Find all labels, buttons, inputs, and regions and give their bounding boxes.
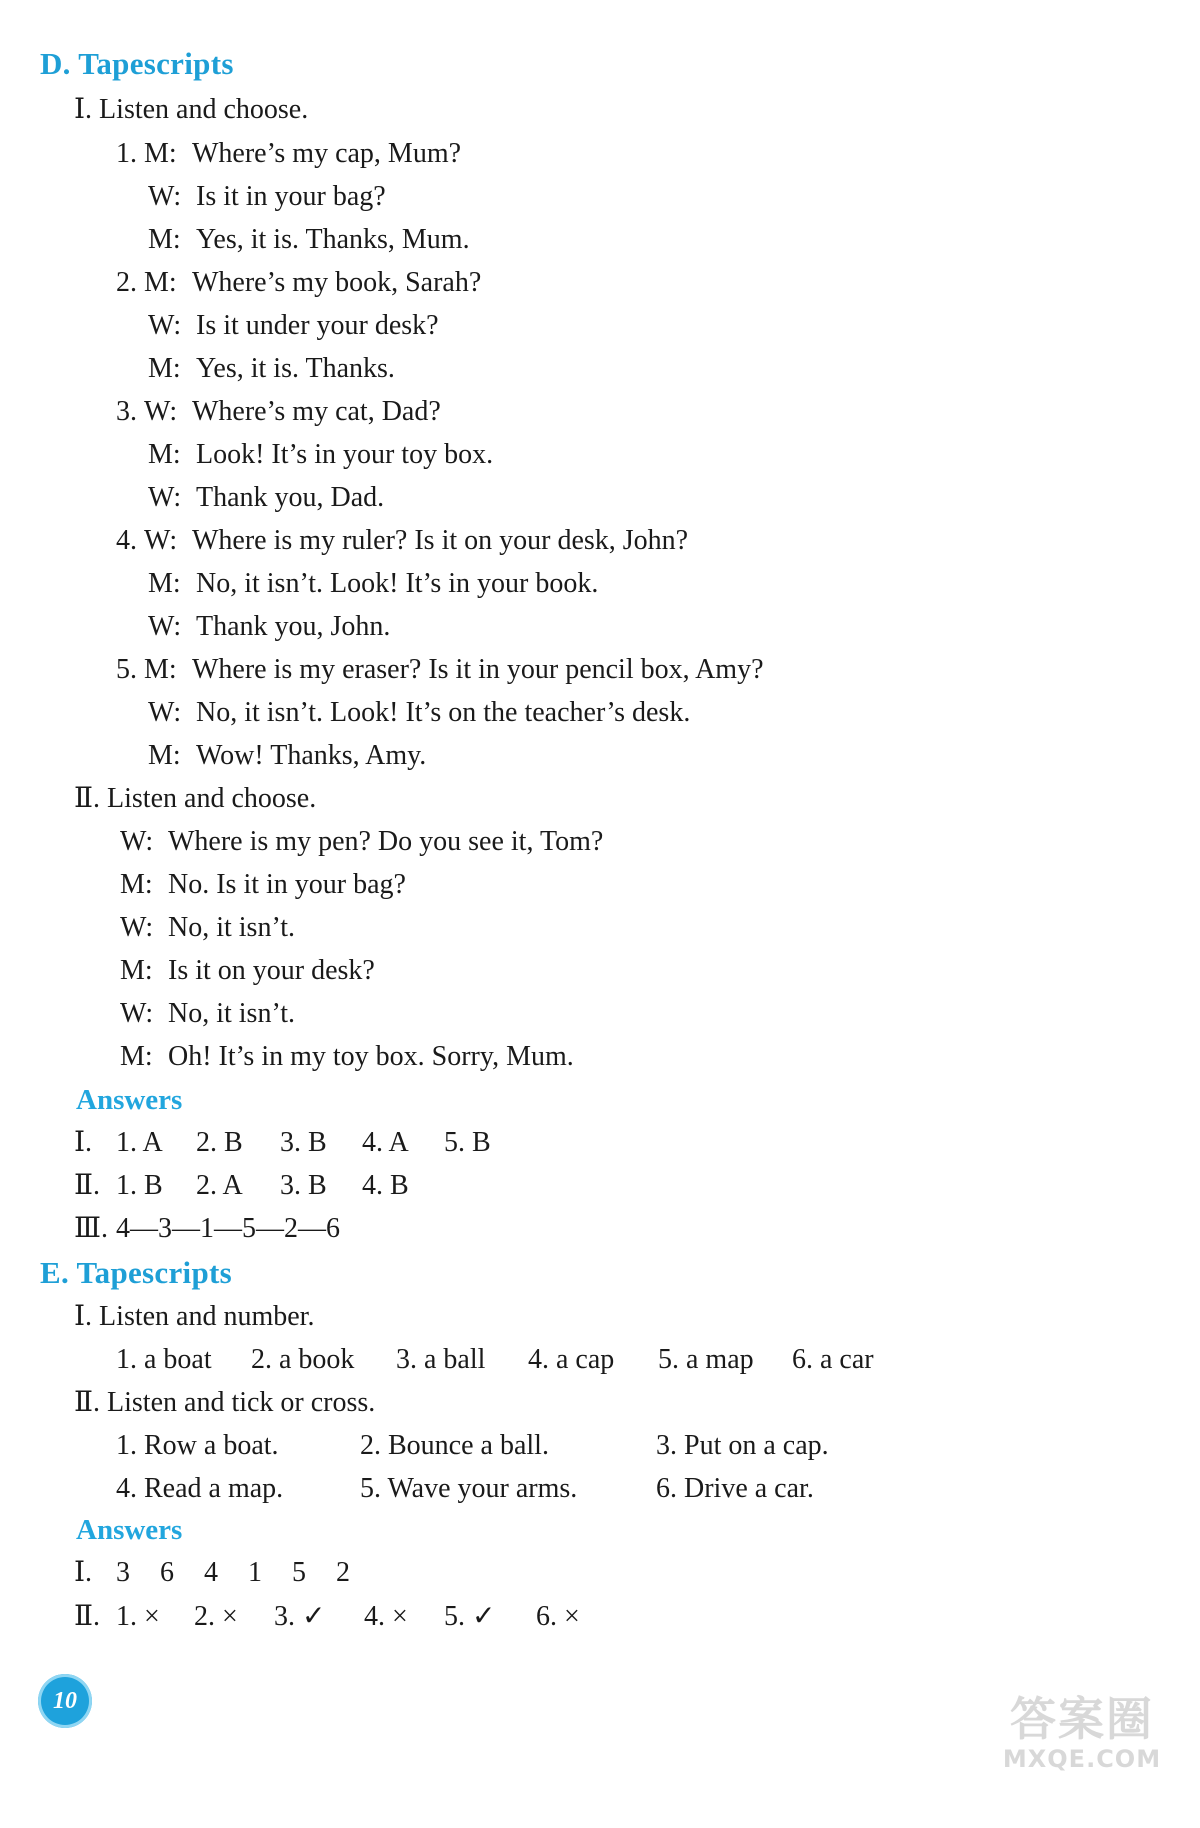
answer-item: 3. B xyxy=(280,1170,327,1201)
speech: No, it isn’t. xyxy=(168,912,296,943)
answer-item: 4. × xyxy=(364,1601,408,1632)
answer-roman: Ⅰ. xyxy=(74,1557,93,1588)
d2-line1 xyxy=(116,269,481,297)
speech: Yes, it is. Thanks, Mum. xyxy=(196,224,470,255)
d-answers-row3 xyxy=(74,1215,674,1247)
speaker: W: xyxy=(148,310,182,341)
d-part2-line5 xyxy=(120,1000,295,1028)
answer-roman: Ⅲ. xyxy=(74,1213,109,1244)
answer-item: 4—3—1—5—2—6 xyxy=(116,1213,340,1244)
answer-item: 6 xyxy=(160,1557,174,1588)
watermark-glyphs: 答案圈 xyxy=(1010,1692,1154,1746)
section-e-title: E. Tapescripts xyxy=(40,1255,232,1290)
e-part2-row1 xyxy=(116,1432,916,1464)
speaker: W: xyxy=(148,611,182,642)
phrase-item: 5. Wave your arms. xyxy=(360,1473,578,1504)
d2-line2 xyxy=(148,312,439,340)
answer-roman: Ⅱ. xyxy=(74,1170,101,1201)
speech: Yes, it is. Thanks. xyxy=(196,353,395,384)
d-part2-line2 xyxy=(120,871,406,899)
d-answers-row2 xyxy=(74,1172,674,1204)
e-part1-label: Ⅰ. Listen and number. xyxy=(74,1301,315,1332)
d3-line3 xyxy=(148,484,384,512)
d-answers-row1 xyxy=(74,1129,674,1161)
speaker: W: xyxy=(120,826,154,857)
word-item: 4. a cap xyxy=(528,1344,615,1375)
answer-item: 3. ✓ xyxy=(274,1601,326,1632)
answer-item: 6. × xyxy=(536,1601,580,1632)
e-part2-row2 xyxy=(116,1475,916,1507)
page-number-badge xyxy=(38,1674,92,1728)
speech: Wow! Thanks, Amy. xyxy=(196,740,427,771)
d1-line1 xyxy=(116,140,461,168)
speaker: W: xyxy=(120,998,154,1029)
phrase-item: 3. Put on a cap. xyxy=(656,1430,829,1461)
speech: Look! It’s in your toy box. xyxy=(196,439,494,470)
d-answers-title: Answers xyxy=(76,1084,183,1116)
phrase-item: 1. Row a boat. xyxy=(116,1430,279,1461)
speaker: W: xyxy=(148,482,182,513)
phrase-item: 4. Read a map. xyxy=(116,1473,284,1504)
e-answers-row2 xyxy=(74,1603,774,1635)
answer-item: 5 xyxy=(292,1557,306,1588)
speech: Is it under your desk? xyxy=(196,310,439,341)
watermark-domain: MXQE.COM xyxy=(1002,1745,1162,1773)
section-d-title: D. Tapescripts xyxy=(40,46,234,81)
d5-line2 xyxy=(148,699,690,727)
speaker: M: xyxy=(120,1041,153,1072)
speech: Is it on your desk? xyxy=(168,955,375,986)
d5-line1 xyxy=(116,656,764,684)
speaker: M: xyxy=(148,353,181,384)
speaker: W: xyxy=(120,912,154,943)
speech: Where’s my book, Sarah? xyxy=(192,267,482,298)
watermark-logo xyxy=(982,1692,1182,1782)
speech: No, it isn’t. Look! It’s on the teacher’s desk. xyxy=(196,697,691,728)
dialogue-number: 2. xyxy=(116,267,137,298)
answer-item: 1 xyxy=(248,1557,262,1588)
word-item: 2. a book xyxy=(251,1344,355,1375)
speech: No, it isn’t. xyxy=(168,998,296,1029)
e-answers-row1 xyxy=(74,1559,674,1591)
phrase-item: 6. Drive a car. xyxy=(656,1473,814,1504)
answer-item: 1. A xyxy=(116,1127,163,1158)
speech: Thank you, Dad. xyxy=(196,482,385,513)
answer-item: 2 xyxy=(336,1557,350,1588)
d3-line1 xyxy=(116,398,441,426)
word-item: 3. a ball xyxy=(396,1344,486,1375)
e-answers-title: Answers xyxy=(76,1514,183,1546)
speaker: M: xyxy=(148,568,181,599)
answer-item: 5. B xyxy=(444,1127,491,1158)
answer-item: 4 xyxy=(204,1557,218,1588)
speaker: M: xyxy=(120,869,153,900)
d4-line2 xyxy=(148,570,598,598)
speech: Where is my pen? Do you see it, Tom? xyxy=(168,826,604,857)
word-item: 5. a map xyxy=(658,1344,754,1375)
answer-item: 2. B xyxy=(196,1127,243,1158)
dialogue-number: 1. xyxy=(116,138,137,169)
dialogue-number: 3. xyxy=(116,396,137,427)
d1-line3 xyxy=(148,226,470,254)
e-part2-label: Ⅱ. Listen and tick or cross. xyxy=(74,1387,376,1418)
d1-line2 xyxy=(148,183,386,211)
answer-item: 2. A xyxy=(196,1170,243,1201)
d-part2-line6 xyxy=(120,1043,574,1071)
speaker: W: xyxy=(144,396,178,427)
d5-line3 xyxy=(148,742,426,770)
d-part2-line1 xyxy=(120,828,603,856)
page-number: 10 xyxy=(53,1687,77,1714)
speech: Thank you, John. xyxy=(196,611,391,642)
speaker: M: xyxy=(148,439,181,470)
speaker: M: xyxy=(144,654,177,685)
d-part2-line4 xyxy=(120,957,375,985)
answer-item: 5. ✓ xyxy=(444,1601,496,1632)
answer-roman: Ⅱ. xyxy=(74,1601,101,1632)
speaker: W: xyxy=(148,181,182,212)
answer-item: 4. A xyxy=(362,1127,409,1158)
speech: Where’s my cap, Mum? xyxy=(192,138,462,169)
speaker: W: xyxy=(148,697,182,728)
word-item: 1. a boat xyxy=(116,1344,212,1375)
answer-item: 3. B xyxy=(280,1127,327,1158)
speech: Where’s my cat, Dad? xyxy=(192,396,441,427)
e-part1-items xyxy=(116,1346,916,1378)
answer-item: 1. × xyxy=(116,1601,160,1632)
d2-line3 xyxy=(148,355,395,383)
speaker: M: xyxy=(148,740,181,771)
answer-item: 4. B xyxy=(362,1170,409,1201)
speech: No. Is it in your bag? xyxy=(168,869,406,900)
d-part1-label: Ⅰ. Listen and choose. xyxy=(74,94,309,125)
dialogue-number: 4. xyxy=(116,525,137,556)
d-part2-line3 xyxy=(120,914,295,942)
speaker: M: xyxy=(144,138,177,169)
answer-item: 1. B xyxy=(116,1170,163,1201)
speech: Is it in your bag? xyxy=(196,181,386,212)
speaker: M: xyxy=(148,224,181,255)
speaker: M: xyxy=(120,955,153,986)
answer-item: 2. × xyxy=(194,1601,238,1632)
d3-line2 xyxy=(148,441,493,469)
phrase-item: 2. Bounce a ball. xyxy=(360,1430,549,1461)
speech: Where is my ruler? Is it on your desk, John? xyxy=(192,525,689,556)
speech: Oh! It’s in my toy box. Sorry, Mum. xyxy=(168,1041,574,1072)
word-item: 6. a car xyxy=(792,1344,874,1375)
d4-line1 xyxy=(116,527,688,555)
d4-line3 xyxy=(148,613,390,641)
dialogue-number: 5. xyxy=(116,654,137,685)
speaker: M: xyxy=(144,267,177,298)
speech: Where is my eraser? Is it in your pencil box, Amy? xyxy=(192,654,764,685)
d-part2-label: Ⅱ. Listen and choose. xyxy=(74,783,317,814)
answer-roman: Ⅰ. xyxy=(74,1127,93,1158)
speaker: W: xyxy=(144,525,178,556)
answer-item: 3 xyxy=(116,1557,130,1588)
speech: No, it isn’t. Look! It’s in your book. xyxy=(196,568,599,599)
